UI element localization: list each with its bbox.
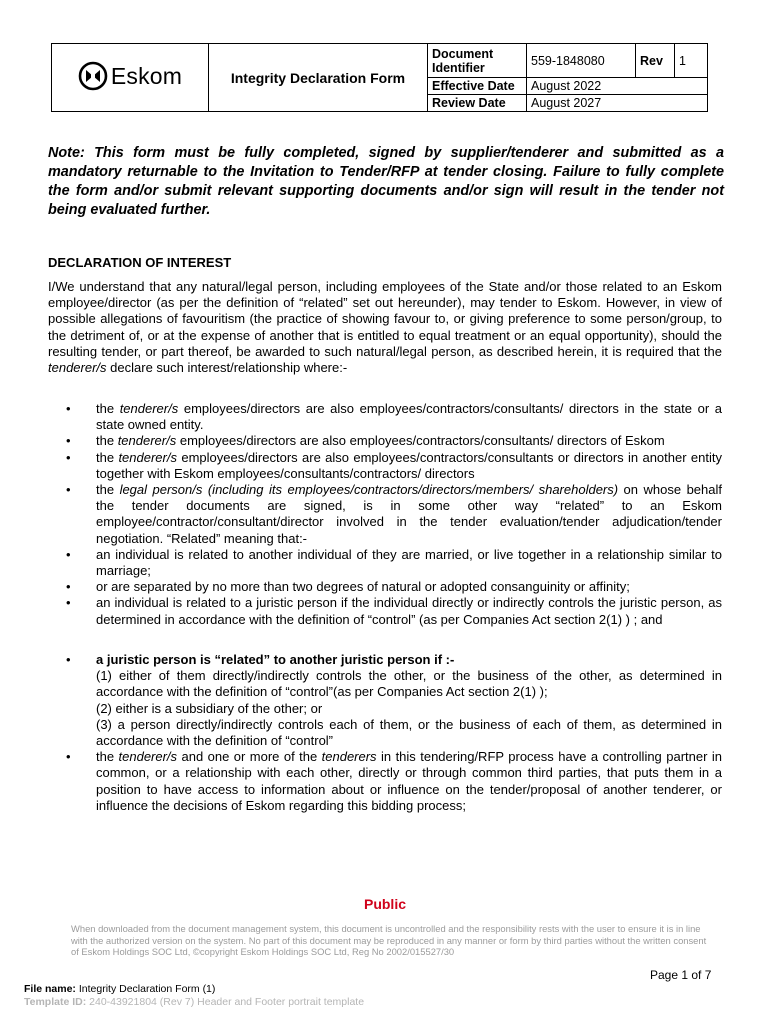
file-name (24, 983, 215, 995)
list-item (48, 450, 722, 482)
eskom-emblem-icon (78, 61, 108, 91)
review-date-value: August 2027 (527, 95, 708, 112)
list-item (48, 433, 722, 449)
item-emphasis: tenderers (321, 749, 377, 765)
logo-text: Eskom (110, 62, 183, 89)
rev-label: Rev (636, 44, 675, 78)
juristic-conditions-list (48, 652, 722, 814)
item-text: employees/directors are also employees/contractors/consultants/ directors of Eskom (176, 433, 665, 449)
list-item: • an individual is related to another individual of they are married, or live together in a relationship similar to marriage; (48, 547, 722, 579)
declaration-intro (48, 279, 722, 376)
juristic-heading: • a juristic person is “related” to another juristic person if :- (96, 652, 455, 667)
review-date-label: Review Date (428, 95, 527, 112)
rev-value: 1 (675, 44, 708, 78)
doc-id-value: 559-1848080 (527, 44, 636, 78)
intro-text-end: declare such interest/relationship where:- (106, 360, 348, 376)
form-title: Integrity Declaration Form (209, 44, 428, 112)
form-note: Note: This form must be fully completed, signed by supplier/tenderer and submitted as a mandatory returnable to the Invitation to Tender/RFP at tender closing. Failure to fully complete the form and/or submit relevant supporting documents and/or sign will result in the tender not being evaluated further. (48, 145, 724, 218)
item-text: employees/directors are also employees/contractors/consultants/ directors in the state or a state owned entity. (96, 401, 723, 433)
list-item: • an individual is related to a juristic person if the individual directly or indirectly controls the juristic person, as determined in accordance with the definition of “control” (as per Companies Act section 2(1) ) ; and (48, 595, 722, 627)
item-text: the (96, 401, 120, 416)
sub-item: (2) either is a subsidiary of the other; or (96, 700, 323, 716)
item-text: the (96, 449, 119, 465)
item-text: employees/directors are also employees/contractors/consultants or directors in another entity together with Eskom employees/consultants/contractors/ directors (96, 449, 722, 481)
template-id-label: Template ID: (24, 996, 87, 1008)
doc-id-label: Document Identifier (428, 44, 527, 78)
item-emphasis: legal person/s (including its employees/contractors/directors/members/ shareholders) (119, 482, 619, 498)
declaration-heading: DECLARATION OF INTEREST (48, 255, 232, 270)
eskom-logo (78, 61, 182, 91)
page-number: Page 1 of 7 (650, 968, 712, 982)
list-item: • or are separated by no more than two degrees of natural or adopted consanguinity or affinity; (48, 579, 722, 595)
item-text: the (96, 482, 120, 498)
logo-cell (52, 44, 209, 112)
effective-date-label: Effective Date (428, 78, 527, 95)
item-text: and one or more of the (177, 749, 322, 765)
file-name-value: Integrity Declaration Form (1) (75, 983, 216, 995)
list-item (48, 749, 722, 814)
item-text: the (96, 433, 118, 449)
item-text: the (96, 749, 119, 765)
list-item (48, 401, 722, 433)
item-text: on whose behalf the tender documents are signed, is in some other way “related” to an Eskom employee/contractor/consultant/director involved in the tender evaluation/tender adjudication/tender negotiation. “Related” meaning that:- (96, 482, 722, 546)
template-id-value: 240-43921804 (Rev 7) Header and Footer portrait template (86, 996, 365, 1008)
intro-text: I/We understand that any natural/legal person, including employees of the State and/or those related to an Eskom employee/director (as per the definition of “related” set out hereunder), may tender to Eskom. However, in view of possible allegations of favouritism (the practice of showing favour to, or giving preference to some person/group, to the detriment of, or at the expense of another that is entitled to equal treatment or an equal opportunity), should the resulting tender, or part thereof, be awarded to such natural/legal person, as described herein, it is required that the (48, 279, 722, 359)
item-text: in this tendering/RFP process have a controlling partner in common, or a relationship with each other, directly or through common third parties, that puts them in a position to have access to information about or influence on the tender/proposal of another tenderer, or influence the decisions of Eskom regarding this bidding process; (96, 749, 722, 813)
sub-item: (1) either of them directly/indirectly controls the other, or the business of the other, as determined in accordance with the definition of “control”(as per Companies Act section 2(1) ); (96, 668, 722, 700)
item-emphasis: tenderer/s (118, 449, 177, 465)
item-emphasis: tenderer/s (117, 433, 177, 449)
item-emphasis: tenderer/s (119, 401, 179, 416)
related-conditions-list (48, 401, 722, 628)
intro-emphasis: tenderer/s (48, 360, 107, 376)
footer-disclaimer: When downloaded from the document management system, this document is uncontrolled and the responsibility rests with the user to ensure it is in line with the authorized version on the system. No part of this document may be reproduced in any manner or form by third parties without the written consent of Eskom Holdings SOC Ltd, ©copyright Eskom Holdings SOC Ltd, Reg No 2002/015527/30 (71, 923, 707, 958)
header-table (51, 43, 708, 112)
template-id (24, 996, 364, 1008)
list-item (48, 482, 722, 547)
sub-item: (3) a person directly/indirectly controls each of them, or the business of each of them, as determined in accordance with the definition of “control” (96, 716, 722, 749)
item-emphasis: tenderer/s (118, 749, 178, 765)
file-name-label: File name: (24, 983, 76, 995)
classification-label: Public (363, 896, 406, 912)
list-item (48, 652, 722, 749)
effective-date-value: August 2022 (527, 78, 708, 95)
